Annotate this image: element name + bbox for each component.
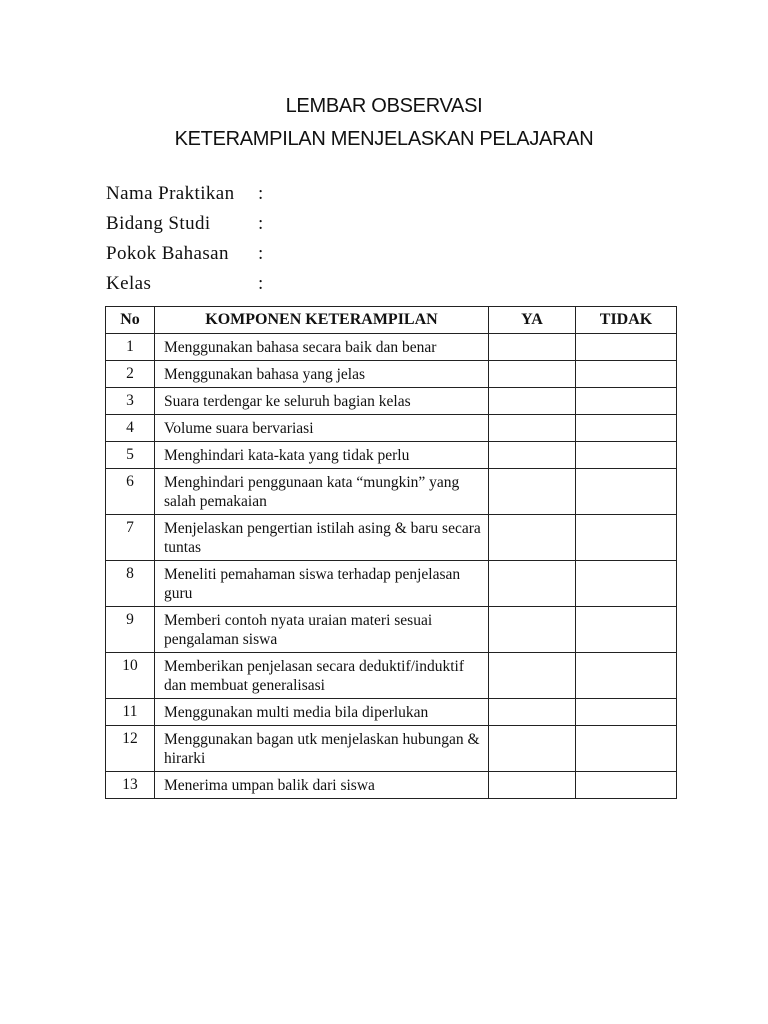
field-label: Bidang Studi <box>106 213 211 234</box>
row-component: Menggunakan bahasa secara baik dan benar <box>155 334 489 361</box>
row-component: Suara terdengar ke seluruh bagian kelas <box>155 388 489 415</box>
field-label: Kelas <box>106 273 152 294</box>
header-tidak: TIDAK <box>576 307 677 334</box>
observation-table <box>105 306 677 799</box>
table-row <box>106 361 677 388</box>
row-number: 8 <box>106 561 155 607</box>
tidak-cell[interactable] <box>576 442 677 469</box>
row-component: Menghindari kata-kata yang tidak perlu <box>155 442 489 469</box>
row-component: Menjelaskan pengertian istilah asing & baru secara tuntas <box>155 515 489 561</box>
tidak-cell[interactable] <box>576 772 677 799</box>
row-component: Menggunakan bahasa yang jelas <box>155 361 489 388</box>
header-no: No <box>106 307 155 334</box>
ya-cell[interactable] <box>489 561 576 607</box>
ya-cell[interactable] <box>489 515 576 561</box>
tidak-cell[interactable] <box>576 415 677 442</box>
field-colon: : <box>258 213 264 234</box>
ya-cell[interactable] <box>489 388 576 415</box>
row-number: 11 <box>106 699 155 726</box>
table-row <box>106 561 677 607</box>
field-colon: : <box>258 183 264 204</box>
tidak-cell[interactable] <box>576 561 677 607</box>
field-pokok-bahasan <box>106 239 506 269</box>
row-component: Memberikan penjelasan secara deduktif/induktif dan membuat generalisasi <box>155 653 489 699</box>
ya-cell[interactable] <box>489 607 576 653</box>
ya-cell[interactable] <box>489 334 576 361</box>
document-subtitle: KETERAMPILAN MENJELASKAN PELAJARAN <box>174 128 594 150</box>
ya-cell[interactable] <box>489 415 576 442</box>
table-row <box>106 515 677 561</box>
row-component: Menggunakan multi media bila diperlukan <box>155 699 489 726</box>
row-number: 2 <box>106 361 155 388</box>
row-component: Menggunakan bagan utk menjelaskan hubungan & hirarki <box>155 726 489 772</box>
table-header-row <box>106 307 677 334</box>
row-number: 9 <box>106 607 155 653</box>
tidak-cell[interactable] <box>576 388 677 415</box>
ya-cell[interactable] <box>489 726 576 772</box>
field-kelas <box>106 269 506 299</box>
row-number: 7 <box>106 515 155 561</box>
info-fields <box>106 179 506 299</box>
row-component: Memberi contoh nyata uraian materi sesuai pengalaman siswa <box>155 607 489 653</box>
tidak-cell[interactable] <box>576 653 677 699</box>
table-row <box>106 653 677 699</box>
table-row <box>106 442 677 469</box>
table-row <box>106 772 677 799</box>
header-komponen: KOMPONEN KETERAMPILAN <box>155 307 489 334</box>
ya-cell[interactable] <box>489 469 576 515</box>
ya-cell[interactable] <box>489 653 576 699</box>
row-number: 4 <box>106 415 155 442</box>
field-nama-praktikan <box>106 179 506 209</box>
field-label: Nama Praktikan <box>106 183 235 204</box>
row-number: 5 <box>106 442 155 469</box>
table-row <box>106 726 677 772</box>
row-number: 13 <box>106 772 155 799</box>
ya-cell[interactable] <box>489 361 576 388</box>
row-component: Meneliti pemahaman siswa terhadap penjelasan guru <box>155 561 489 607</box>
row-number: 6 <box>106 469 155 515</box>
tidak-cell[interactable] <box>576 469 677 515</box>
field-colon: : <box>258 243 264 264</box>
row-component: Volume suara bervariasi <box>155 415 489 442</box>
field-label: Pokok Bahasan <box>106 243 229 264</box>
table-row <box>106 415 677 442</box>
table-row <box>106 388 677 415</box>
row-number: 10 <box>106 653 155 699</box>
table-row <box>106 469 677 515</box>
tidak-cell[interactable] <box>576 699 677 726</box>
row-component: Menghindari penggunaan kata “mungkin” yang salah pemakaian <box>155 469 489 515</box>
table-row <box>106 607 677 653</box>
tidak-cell[interactable] <box>576 515 677 561</box>
header-ya: YA <box>489 307 576 334</box>
tidak-cell[interactable] <box>576 726 677 772</box>
document-title: LEMBAR OBSERVASI <box>285 95 483 117</box>
ya-cell[interactable] <box>489 442 576 469</box>
ya-cell[interactable] <box>489 772 576 799</box>
tidak-cell[interactable] <box>576 361 677 388</box>
field-colon: : <box>258 273 264 294</box>
row-component: Menerima umpan balik dari siswa <box>155 772 489 799</box>
tidak-cell[interactable] <box>576 607 677 653</box>
field-bidang-studi <box>106 209 506 239</box>
row-number: 1 <box>106 334 155 361</box>
row-number: 3 <box>106 388 155 415</box>
table-row <box>106 699 677 726</box>
ya-cell[interactable] <box>489 699 576 726</box>
table-row <box>106 334 677 361</box>
row-number: 12 <box>106 726 155 772</box>
tidak-cell[interactable] <box>576 334 677 361</box>
